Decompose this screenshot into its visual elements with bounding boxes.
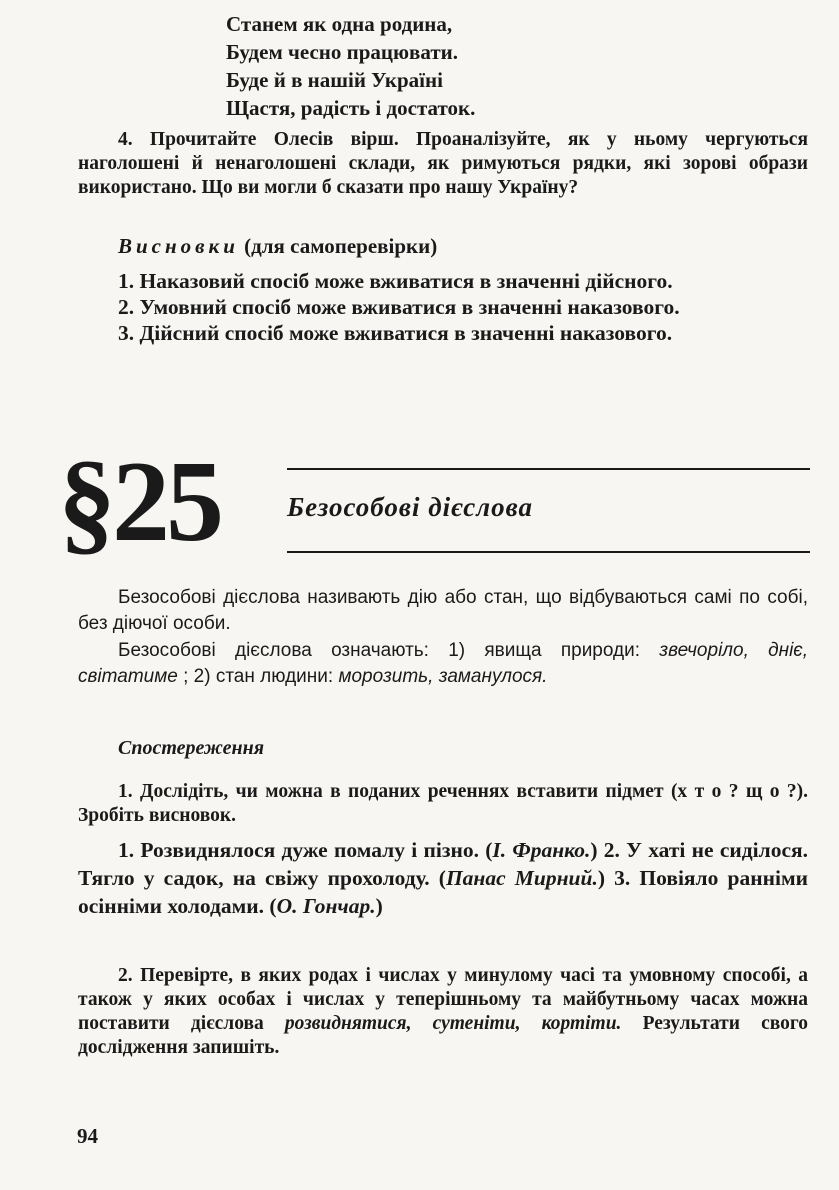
poem-line: Станем як одна родина, xyxy=(226,12,453,36)
sentence-text: 1. Розвиднялося дуже помалу і пізно. ( xyxy=(118,838,493,862)
section-rule-bottom xyxy=(287,551,810,553)
conclusions-note: (для самоперевірки) xyxy=(244,234,438,258)
theory-paragraph-1: Безособові дієслова називають дію або стан, що відбуваються самі по собі, без діючої особи. xyxy=(78,587,808,634)
sentence-author: І. Франко. xyxy=(492,838,591,862)
conclusions-title: Висновки xyxy=(118,234,239,258)
task-text: Прочитайте Олесів вірш. Проаналізуйте, як у ньому чергуються наголошені й ненаголошені склади, як римуються рядки, які зорові образи використано. Що ви могли б сказати про нашу Україну? xyxy=(78,129,808,198)
conclusion-item: 3. Дійсний спосіб може вживатися в значенні наказового. xyxy=(118,321,673,345)
section-rule-top xyxy=(287,468,810,470)
task-verbs: розвиднятися, сутеніти, кортіти. xyxy=(284,1013,622,1034)
sentence-author: Панас Мирний. xyxy=(445,866,598,890)
theory-paragraph-2 xyxy=(78,638,808,690)
section-number: §25 xyxy=(58,438,220,566)
poem-line: Будем чесно працювати. xyxy=(226,40,459,64)
conclusions-heading xyxy=(118,234,437,259)
sentence-text: ) 3. Повіяло ранніми осінніми холодами. ( xyxy=(78,866,809,918)
conclusion-item: 1. Наказовий спосіб може вживатися в значенні дійсного. xyxy=(118,269,673,293)
observation-task-1 xyxy=(78,780,808,828)
observation-heading: Спостереження xyxy=(118,737,265,759)
sentence-text: ) 2. У хаті не сиділося. Тягло у садок, на свіжу прохолоду. ( xyxy=(78,838,808,890)
task-4 xyxy=(78,128,808,200)
example-sentences xyxy=(78,836,808,920)
task-text: Перевірте, в яких родах і числах у минулому часі та умовному способі, а також у яких особах і числах у теперішньому та майбутньому часах можна поставити дієслова xyxy=(78,965,808,1034)
conclusion-item: 2. Умовний спосіб може вживатися в значенні наказового. xyxy=(118,295,680,319)
theory-text: Безособові дієслова означають: 1) явища природи: xyxy=(118,640,660,661)
theory-examples: морозить, заманулося. xyxy=(338,666,548,687)
task-text: Результати свого дослідження запишіть. xyxy=(78,1013,809,1058)
task-number: 1. xyxy=(118,781,133,802)
poem xyxy=(226,10,475,122)
task-number: 4. xyxy=(118,129,133,150)
sentence-author: О. Гончар. xyxy=(276,894,376,918)
observation-task-2 xyxy=(78,964,808,1060)
section-title: Безособові дієслова xyxy=(287,492,534,522)
page-number: 94 xyxy=(77,1124,98,1148)
conclusions-list xyxy=(78,268,808,346)
theory-examples: звечоріло, дніє, світатиме xyxy=(78,640,808,687)
task-text: Дослідіть, чи можна в поданих реченнях вставити підмет (х т о ? щ о ?). Зробіть висновок. xyxy=(78,781,809,826)
task-number: 2. xyxy=(118,965,133,986)
poem-line: Буде й в нашій Україні xyxy=(226,68,443,92)
sentence-text: ) xyxy=(375,894,383,918)
poem-line: Щастя, радість і достаток. xyxy=(226,96,476,120)
theory-text: ; 2) стан людини: xyxy=(177,666,339,687)
